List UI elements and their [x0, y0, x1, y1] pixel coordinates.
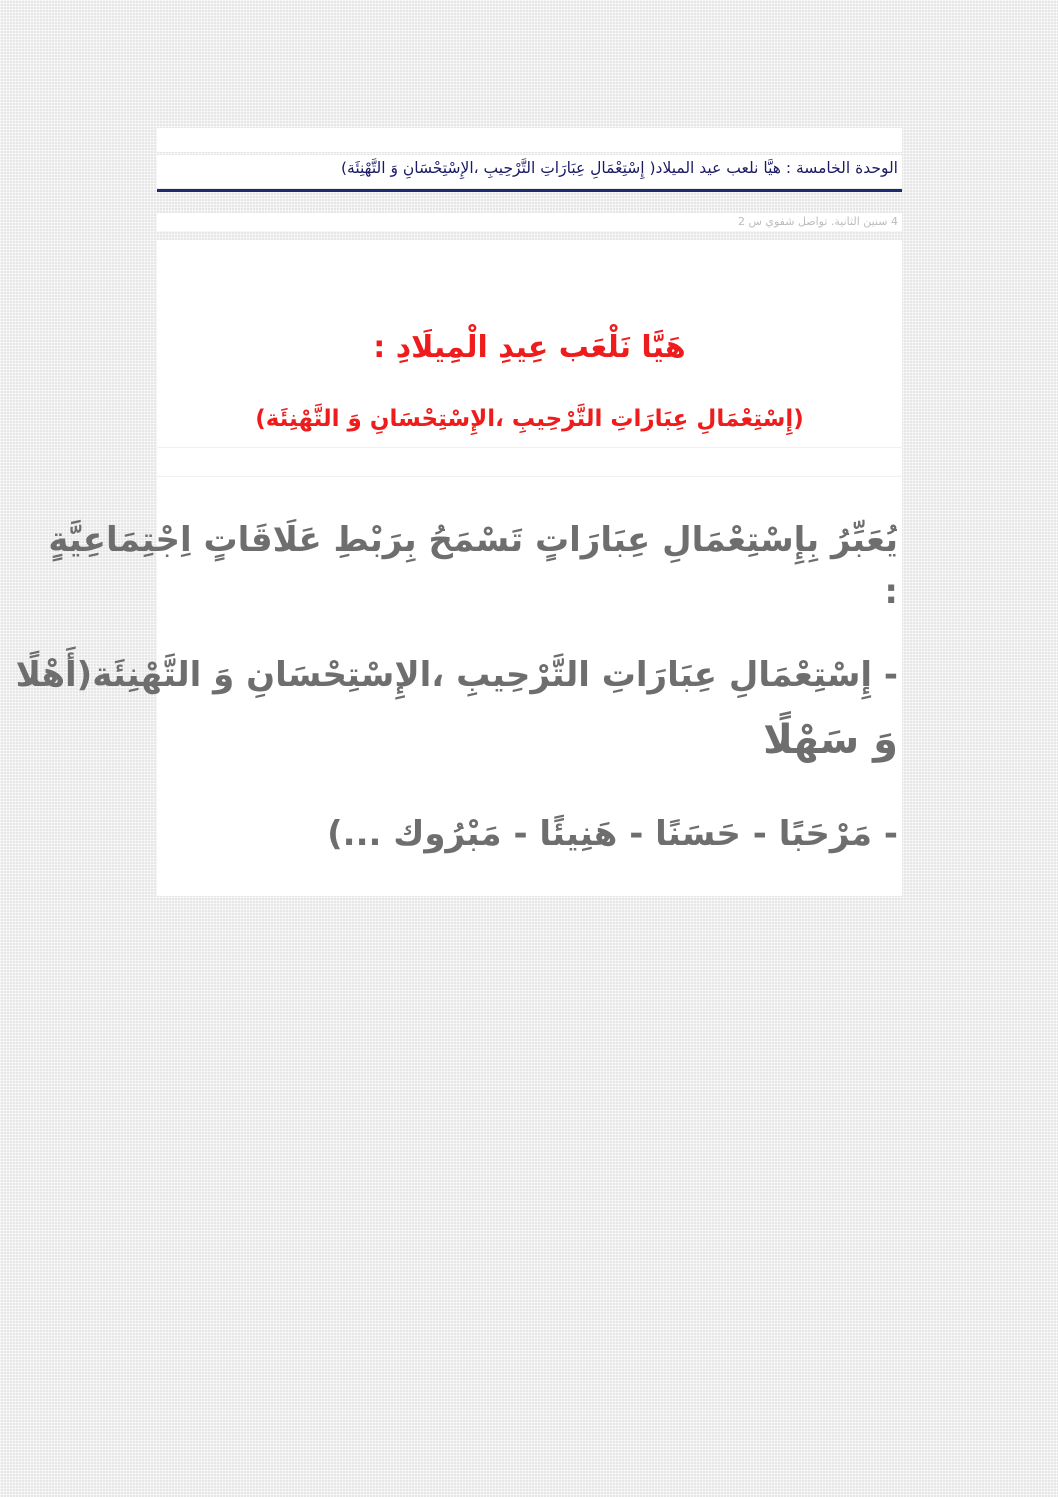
divider	[157, 447, 902, 448]
divider	[157, 476, 902, 477]
lesson-subtitle: 4 سنين الثانية. تواصل شفوي س 2	[737, 215, 898, 228]
expressions-line-continued: وَ سَهْلًا	[763, 717, 898, 763]
page-title: هَيَّا نَلْعَب عِيدِ الْمِيلَادِ :	[373, 330, 686, 365]
content-area	[15, 240, 902, 896]
expressions-line: - إِسْتِعْمَالِ عِبَارَاتِ التَّرْحِيبِ ،الإِسْتِحْسَانِ وَ التَّهْنِئَة(أَهْلًا	[15, 655, 898, 695]
document-page	[15, 128, 902, 896]
objective-colon: :	[884, 572, 898, 612]
header-bar	[157, 155, 902, 188]
header-divider	[157, 189, 902, 192]
unit-title: الوحدة الخامسة : هيَّا نلعب عيد الميلاد( إِسْتِعْمَالِ عِبَارَاتِ التَّرْحِيبِ ،الإِسْتِحْسَانِ وَ التَّهْنِئَة)	[340, 159, 898, 177]
objective-line: يُعَبِّرُ بِإِسْتِعْمَالِ عِبَارَاتٍ تَسْمَحُ بِرَبْطِ عَلَاقَاتٍ اِجْتِمَاعِيَّةٍ	[48, 520, 898, 560]
subheader-bar	[157, 213, 902, 231]
page-subtitle: (إِسْتِعْمَالِ عِبَارَاتِ التَّرْحِيبِ ،الإِسْتِحْسَانِ وَ التَّهْنِئَة)	[255, 406, 804, 432]
top-blank-strip	[157, 128, 902, 152]
examples-line: - مَرْحَبًا - حَسَنًا - هَنِيئًا - مَبْرُوك ...)	[327, 814, 898, 854]
